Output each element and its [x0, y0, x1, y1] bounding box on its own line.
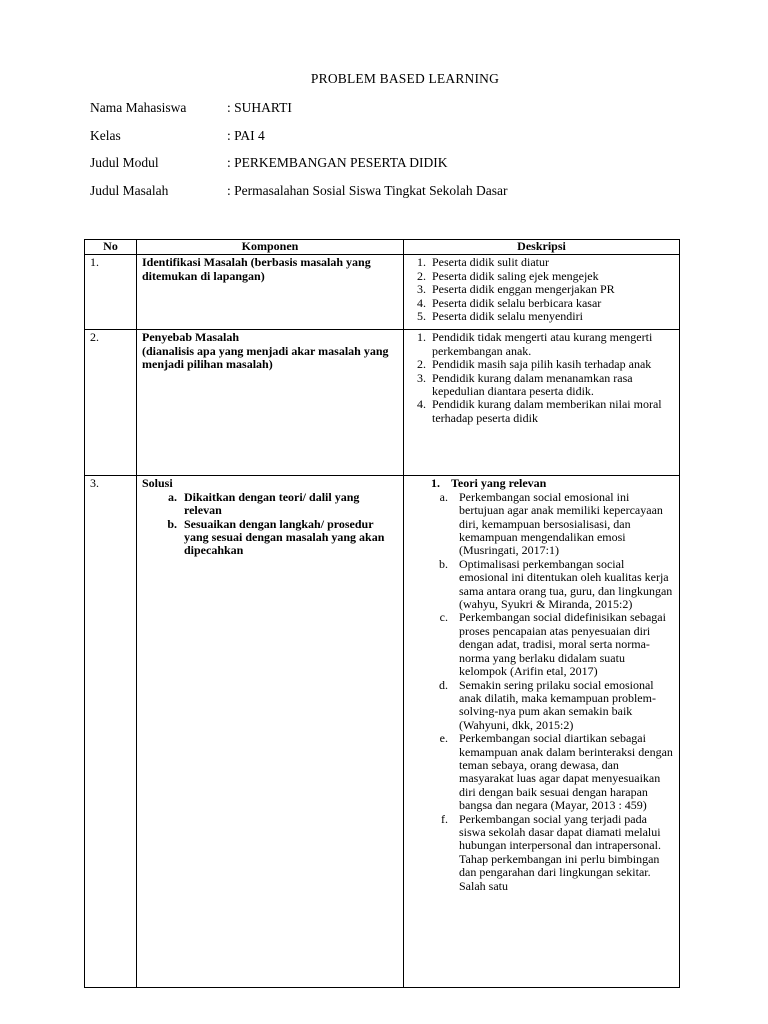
meta-label: Nama Mahasiswa	[90, 100, 187, 115]
pbl-table	[84, 239, 680, 988]
header-komponen: Komponen	[137, 240, 404, 255]
teori-section	[431, 477, 674, 490]
teori-heading	[431, 477, 674, 490]
meta-label: Judul Masalah	[90, 183, 169, 198]
list-item: 1. Peserta didik sulit diatur	[429, 256, 674, 269]
list-item: c. Perkembangan social didefinisikan sebagai proses pencapaian atas penyesuaian diri dengan adat, tradisi, moral serta norma-norma yang berlaku didalam suatu kelompok (Arifin etal, 2017)	[451, 611, 674, 678]
meta-row-modul	[90, 155, 448, 171]
table-row	[85, 330, 680, 476]
list-item: 4. Pendidik kurang dalam memberikan nilai moral terhadap peserta didik	[429, 398, 674, 425]
meta-row-masalah	[90, 183, 507, 199]
komponen-cell: Identifikasi Masalah (berbasis masalah yang ditemukan di lapangan)	[137, 255, 404, 330]
deskripsi-list	[409, 331, 674, 425]
list-item: 4. Peserta didik selalu berbicara kasar	[429, 297, 674, 310]
list-item: e. Perkembangan social diartikan sebagai kemampuan anak dalam berinteraksi dengan teman sebaya, orang dewasa, dan masyarakat luas agar dapat menyesuaikan diri dengan baik sesuai dengan harapan bangsa dan negara (Mayar, 2013 : 459)	[451, 732, 674, 812]
row-number: 1.	[85, 255, 137, 330]
list-item: a. Dikaitkan dengan teori/ dalil yang relevan	[180, 491, 398, 518]
teori-list	[409, 491, 674, 893]
list-item: 5. Peserta didik selalu menyendiri	[429, 310, 674, 323]
meta-value: : Permasalahan Sosial Siswa Tingkat Sekolah Dasar	[227, 183, 508, 198]
komponen-sublist	[142, 491, 398, 558]
list-item: d. Semakin sering prilaku social emosional anak dilatih, maka kemampuan problem-solving-nya pum akan semakin baik (Wahyuni, dkk, 2015:2)	[451, 679, 674, 733]
document-title: PROBLEM BASED LEARNING	[310, 71, 500, 86]
meta-value: : PERKEMBANGAN PESERTA DIDIK	[227, 155, 448, 170]
komponen-title: Solusi	[142, 476, 173, 491]
deskripsi-cell	[404, 330, 680, 476]
list-item: b. Optimalisasi perkembangan social emosional ini ditentukan oleh kualitas kerja sama antara orang tua, guru, dan lingkungan (wahyu, Syukri & Miranda, 2015:2)	[451, 558, 674, 612]
komponen-cell	[137, 476, 404, 988]
meta-value: : SUHARTI	[227, 100, 292, 115]
list-item: 2. Peserta didik saling ejek mengejek	[429, 270, 674, 283]
list-item: 3. Peserta didik enggan mengerjakan PR	[429, 283, 674, 296]
komponen-title: Penyebab Masalah	[142, 330, 240, 345]
list-item: b. Sesuaikan dengan langkah/ prosedur yang sesuai dengan masalah yang akan dipecahkan	[180, 518, 398, 558]
deskripsi-cell	[404, 255, 680, 330]
meta-row-kelas	[90, 128, 265, 144]
deskripsi-cell	[404, 476, 680, 988]
deskripsi-list	[409, 256, 674, 323]
meta-value: : PAI 4	[227, 128, 265, 143]
meta-row-nama	[90, 100, 292, 116]
teori-heading-text: Teori yang relevan	[451, 476, 547, 491]
meta-label: Judul Modul	[90, 155, 159, 170]
row-number: 3.	[85, 476, 137, 988]
header-deskripsi: Deskripsi	[404, 240, 680, 255]
header-no: No	[85, 240, 137, 255]
list-item: 2. Pendidik masih saja pilih kasih terhadap anak	[429, 358, 674, 371]
table-row	[85, 476, 680, 988]
list-item: 3. Pendidik kurang dalam menanamkan rasa kepedulian diantara peserta didik.	[429, 372, 674, 399]
komponen-cell	[137, 330, 404, 476]
teori-number: 1.	[431, 476, 440, 491]
komponen-subtitle: (dianalisis apa yang menjadi akar masalah yang menjadi pilihan masalah)	[142, 343, 389, 372]
list-item: f. Perkembangan social yang terjadi pada siswa sekolah dasar dapat diamati melalui hubungan interpersonal dan intrapersonal. Tahap perkembangan ini perlu bimbingan dan pengarahan dari lingkungan sekitar. Salah satu	[451, 813, 674, 893]
table-row	[85, 255, 680, 330]
list-item: a. Perkembangan social emosional ini bertujuan agar anak memiliki kepercayaan diri, kemampuan bersosialisasi, dan kemampuan mengendalikan emosi (Musringati, 2017:1)	[451, 491, 674, 558]
row-number: 2.	[85, 330, 137, 476]
meta-label: Kelas	[90, 128, 121, 143]
list-item: 1. Pendidik tidak mengerti atau kurang mengerti perkembangan anak.	[429, 331, 674, 358]
table-header-row	[85, 240, 680, 255]
